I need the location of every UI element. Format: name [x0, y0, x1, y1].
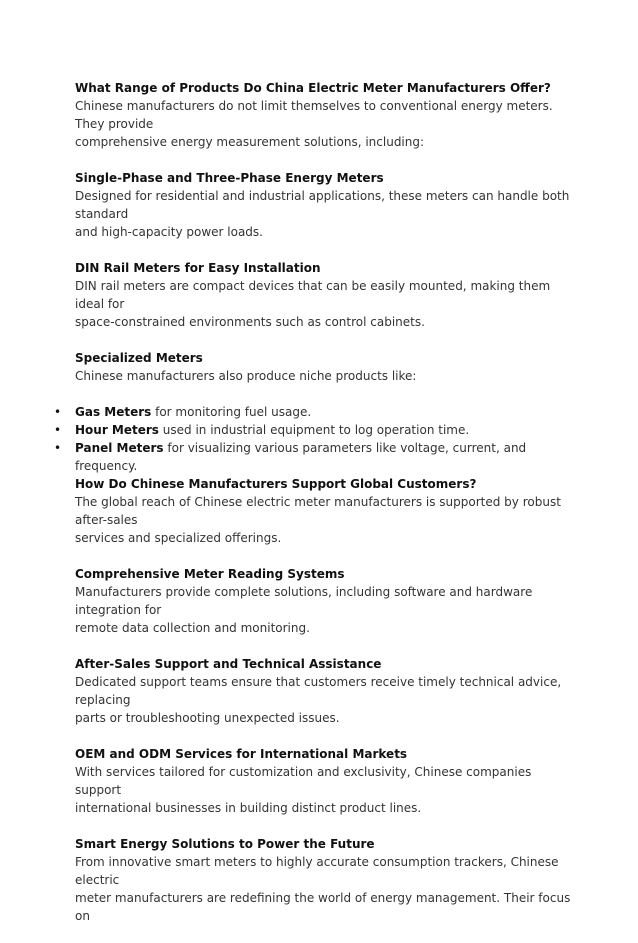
section-smart-energy	[75, 835, 575, 925]
bullet-icon: •	[54, 405, 62, 419]
list-item-title: Gas Meters	[75, 405, 152, 419]
section-global-support	[75, 475, 575, 547]
section-heading: Comprehensive Meter Reading Systems	[75, 567, 345, 581]
section-heading: What Range of Products Do China Electric Meter Manufacturers Offer?	[75, 81, 551, 95]
section-product-range	[75, 79, 575, 151]
list-item-title: Hour Meters	[75, 423, 159, 437]
section-after-sales	[75, 655, 575, 727]
list-item-text: used in industrial equipment to log operation time.	[158, 423, 470, 437]
section-heading: OEM and ODM Services for International Markets	[75, 747, 408, 761]
paragraph-line: Dedicated support teams ensure that customers receive timely technical advice, replacing	[75, 675, 562, 707]
paragraph-line: From innovative smart meters to highly accurate consumption trackers, Chinese electric	[75, 855, 559, 887]
section-specialized	[75, 349, 575, 385]
section-heading: DIN Rail Meters for Easy Installation	[75, 261, 321, 275]
paragraph-line: comprehensive energy measurement solutions, including:	[75, 135, 425, 149]
paragraph-line: meter manufacturers are redefining the world of energy management. Their focus on	[75, 891, 571, 923]
list-item	[54, 421, 575, 439]
list-item-text: for monitoring fuel usage.	[151, 405, 312, 419]
paragraph-line: services and specialized offerings.	[75, 531, 282, 545]
paragraph-line: DIN rail meters are compact devices that can be easily mounted, making them ideal for	[75, 279, 551, 311]
section-energy-meters	[75, 169, 575, 241]
paragraph-line: With services tailored for customization and exclusivity, Chinese companies support	[75, 765, 532, 797]
section-oem-odm	[75, 745, 575, 817]
section-meter-reading	[75, 565, 575, 637]
section-heading: How Do Chinese Manufacturers Support Global Customers?	[75, 477, 477, 491]
paragraph-line: Chinese manufacturers also produce niche products like:	[75, 369, 417, 383]
paragraph-line: and high-capacity power loads.	[75, 225, 263, 239]
specialized-meters-list	[54, 403, 575, 475]
paragraph-line: The global reach of Chinese electric meter manufacturers is supported by robust after-sales	[75, 495, 561, 527]
section-din-rail	[75, 259, 575, 331]
section-heading: After-Sales Support and Technical Assistance	[75, 657, 382, 671]
list-item	[54, 403, 575, 421]
paragraph-line: Manufacturers provide complete solutions, including software and hardware integration for	[75, 585, 533, 617]
section-heading: Specialized Meters	[75, 351, 203, 365]
paragraph-line: remote data collection and monitoring.	[75, 621, 310, 635]
bullet-icon: •	[54, 423, 62, 437]
list-item-title: Panel Meters	[75, 441, 164, 455]
bullet-icon: •	[54, 441, 62, 455]
paragraph-line: Chinese manufacturers do not limit themselves to conventional energy meters. They provide	[75, 99, 553, 131]
paragraph-line: Designed for residential and industrial applications, these meters can handle both standard	[75, 189, 570, 221]
paragraph-line: international businesses in building distinct product lines.	[75, 801, 422, 815]
article-body	[54, 79, 575, 943]
list-item	[54, 439, 575, 475]
paragraph-line: space-constrained environments such as control cabinets.	[75, 315, 425, 329]
paragraph-line: parts or troubleshooting unexpected issues.	[75, 711, 340, 725]
section-heading: Smart Energy Solutions to Power the Future	[75, 837, 375, 851]
list-item-text: for visualizing various parameters like voltage, current, and frequency.	[75, 441, 527, 473]
section-heading: Single-Phase and Three-Phase Energy Meters	[75, 171, 384, 185]
